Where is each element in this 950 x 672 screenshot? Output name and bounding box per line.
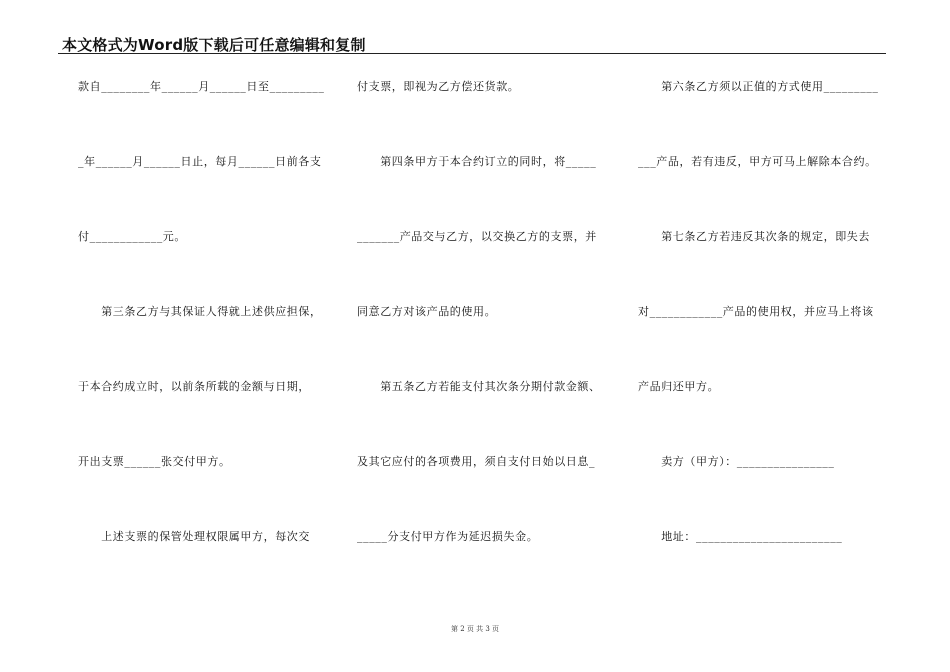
text-line: 于本合约成立时，以前条所载的金额与日期， xyxy=(78,380,310,393)
page-header-title: 本文格式为Word版下载后可任意编辑和复制 xyxy=(62,36,366,54)
text-line: 第四条甲方于本合约订立的同时，将_____ xyxy=(357,155,597,168)
text-line: 第七条乙方若违反其次条的规定，即失去 xyxy=(638,230,870,243)
text-line: ___产品，若有违反，甲方可马上解除本合约。 xyxy=(638,155,877,168)
text-line: _______产品交与乙方，以交换乙方的支票，并 xyxy=(357,230,597,243)
text-line: 款自________年______月______日至_________ xyxy=(78,80,325,93)
text-line: 上述支票的保管处理权限属甲方，每次交 xyxy=(78,530,310,543)
text-line: 第三条乙方与其保证人得就上述供应担保， xyxy=(78,305,322,318)
text-line: 卖方（甲方）：________________ xyxy=(638,455,835,468)
text-line: 及其它应付的各项费用，须自支付日始以日息_ xyxy=(357,455,596,468)
text-line: 同意乙方对该产品的使用。 xyxy=(357,305,497,318)
text-line: _年______月______日止，每月______日前各支 xyxy=(78,155,322,168)
text-line: _____分支付甲方作为延迟损失金。 xyxy=(357,530,539,543)
text-line: 第六条乙方须以正值的方式使用_________ xyxy=(638,80,879,93)
text-line: 对____________产品的使用权，并应马上将该 xyxy=(638,305,874,318)
text-line: 产品归还甲方。 xyxy=(638,380,720,393)
text-line: 付支票，即视为乙方偿还货款。 xyxy=(357,80,520,93)
text-line: 开出支票______张交付甲方。 xyxy=(78,455,231,468)
text-line: 付____________元。 xyxy=(78,230,186,243)
text-line: 地址：________________________ xyxy=(638,530,843,543)
page-number: 第 2 页 共 3 页 xyxy=(450,625,500,633)
header-divider xyxy=(58,53,886,54)
text-line: 第五条乙方若能支付其次条分期付款金额、 xyxy=(357,380,601,393)
